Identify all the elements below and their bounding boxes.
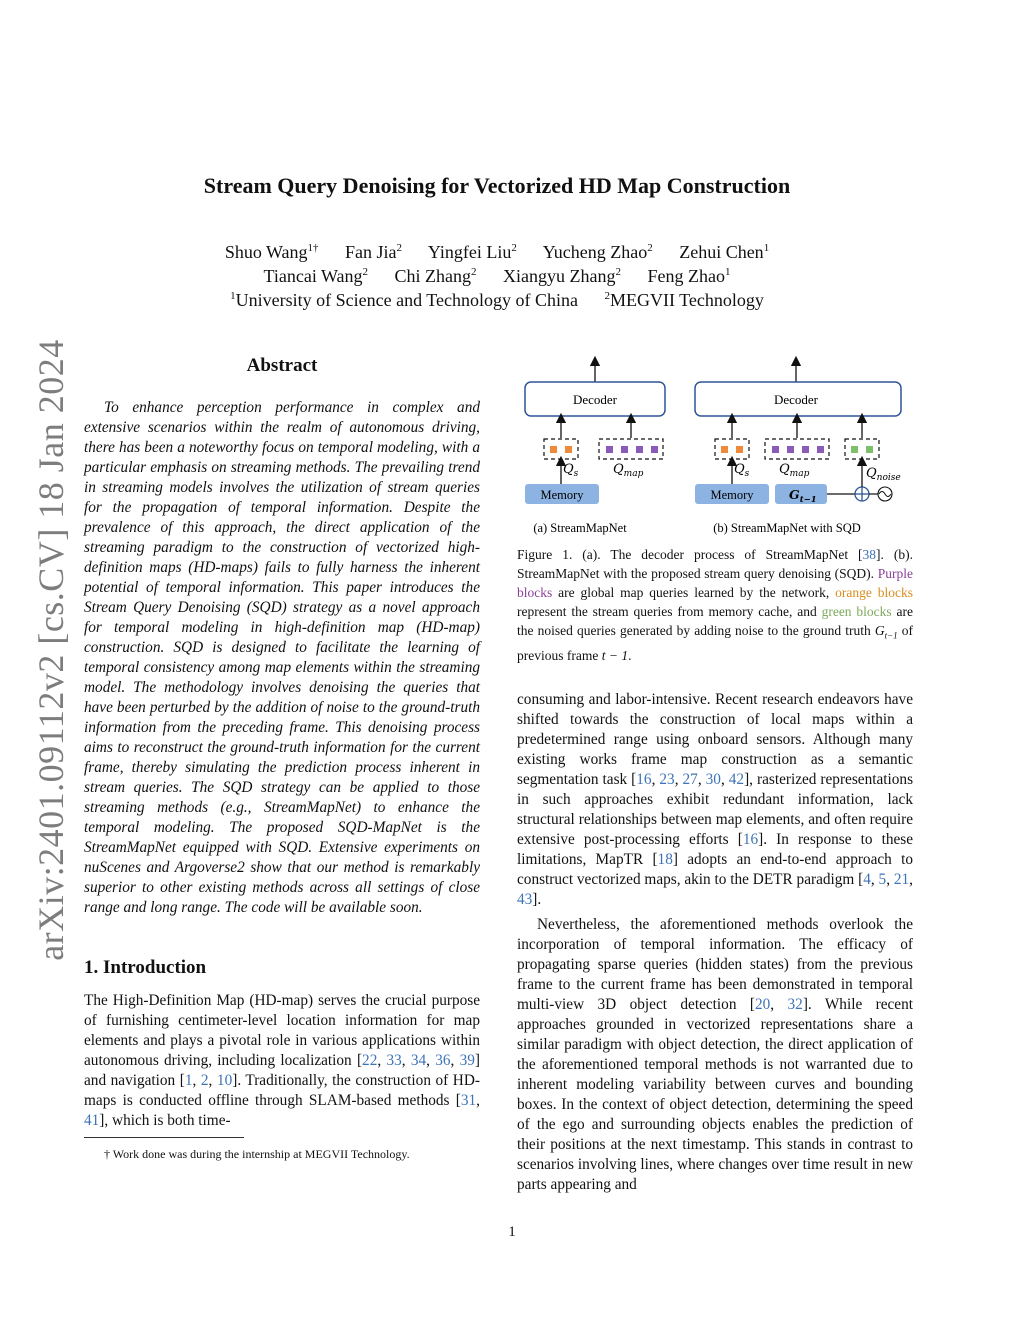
figure-diagram [517,352,917,542]
paper-title: Stream Query Denoising for Vectorized HD Map Construction [203,173,791,198]
orange-block [565,446,572,453]
author-name: Xiangyu Zhang [503,266,616,286]
footnote-rule [84,1137,244,1138]
purple-block [636,446,643,453]
citation-link[interactable]: 36 [435,1052,451,1069]
citation-link[interactable]: 32 [787,996,803,1013]
author-line-1 [80,240,914,264]
affiliation-line [80,288,914,312]
abstract-text: To enhance perception performance in complex and extensive scenarios within the realm of autonomous driving, there has been a noteworthy focus on temporal modeling, with a particular emphasis on streaming methods. The prevailing trend in streaming models involves the utilization of stream queries for the propagation of temporal information. Despite the prevalence of this approach, the direct application of the streaming paradigm to the construction of vectorized high-definition maps (HD-maps) fails to fully harness the inherent potential of temporal information. This paper introduces the Stream Query Denoising (SQD) strategy as a novel approach for temporal modeling in high-definition map (HD-map) construction. SQD is designed to facilitate the learning of temporal consistency among map elements within the streaming model. The methodology involves denoising the queries that have been perturbed by the addition of noise to the ground-truth information from the preceding frame. This denoising process aims to reconstruct the ground-truth information for the current frame, thereby simulating the prediction process inherent in stream queries. The SQD strategy can be applied to those streaming methods (e.g., StreamMapNet) to enhance the temporal modeling. The proposed SQD-MapNet is the StreamMapNet equipped with SQD. Extensive experiments on nuScenes and Argoverse2 show that our method is remarkably superior to other existing methods across all settings of close range and long range. The code will be available soon. [84,399,480,916]
affiliation-number: 1 [230,290,236,302]
citation-link[interactable]: 18 [657,851,673,868]
author-affiliation-mark: 1 [763,242,770,254]
green-block [851,446,858,453]
q-s-label: $Q_s$ [563,462,579,479]
author-name: Shuo Wang [224,242,308,262]
citation-link[interactable]: 38 [862,547,877,562]
memory-label: Memory [710,488,754,502]
q-noise-label: $Q_{noise}$ [866,466,901,483]
citation-link[interactable]: 16 [742,831,759,848]
ground-truth-label: $G_{t-1}$ [789,487,817,505]
purple-block [772,446,779,453]
figure-caption: Figure 1. (a). The decoder process of StreamMapNet [38]. (b). StreamMapNet with the proposed stream query denoising (SQD). Purple blocks are global map queries learned by the network, orange blocks represent the stream queries from memory cache, and green blocks are the noised queries generated by adding noise to the ground truth $G_{t-1}$ of previous frame t − 1. [517,547,914,663]
stream-query-box [715,439,749,459]
footnote: † Work done was during the internship at MEGVII Technology. [104,1147,410,1161]
affiliation-name: University of Science and Technology of China [235,290,578,310]
citation-link[interactable]: 2 [200,1072,209,1089]
citation-link[interactable]: 16 [636,771,652,788]
author-name: Yingfei Liu [427,242,512,262]
intro-paragraph-1: The High-Definition Map (HD-map) serves the crucial purpose of furnishing centimeter-level location information for map elements and plays a pivotal role in various applications within autonomous driving, including localization [22, 33, 34, 36, 39] and navigation [1, 2, 10]. Traditionally, the construction of HD-maps is conducted offline through SLAM-based methods [31, 41], which is both time- [84,992,481,1129]
author-affiliation-mark: 2 [511,242,517,254]
green-block [866,446,873,453]
green-blocks-text: green blocks [821,604,892,619]
citation-link[interactable]: 33 [386,1052,402,1069]
author-affiliation-mark: 2 [647,242,653,254]
author-name: Zehui Chen [679,242,764,262]
author-block [80,240,914,312]
purple-block [606,446,613,453]
citation-link[interactable]: 4 [863,871,871,888]
intro-paragraph-1-continued: consuming and labor-intensive. Recent research endeavors have shifted towards the construction of local maps within a predetermined range using onboard sensors. Although many existing works frame map construction as a semantic segmentation task [16, 23, 27, 30, 42], rasterized representations in such approaches exhibit redundant information, lack structural relationships between map elements, and often require extensive post-processing efforts [16]. In response to these limitations, MapTR [18] adopts an end-to-end approach to construct vectorized maps, akin to the DETR paradigm [4, 5, 21, 43]. [517,691,914,908]
author-affiliation-mark: 2 [615,266,622,278]
purple-block [817,446,824,453]
orange-block [721,446,728,453]
author-affiliation-mark: 2 [362,266,369,278]
author-affiliation-mark: 2 [396,242,403,254]
decoder-label: Decoder [773,392,819,407]
citation-link[interactable]: 31 [460,1092,477,1109]
purple-blocks-text: Purple blocks [517,566,913,600]
citation-link[interactable]: 23 [659,771,675,788]
noise-query-box [845,439,879,459]
citation-link[interactable]: 27 [682,771,698,788]
citation-link[interactable]: 1 [184,1072,193,1089]
figure-1 [517,352,917,542]
q-map-label: $Q_{map}$ [779,462,810,479]
stream-query-box [544,439,578,459]
citation-link[interactable]: 5 [878,871,887,888]
intro-paragraph-2: Nevertheless, the aforementioned methods overlook the incorporation of temporal information. The efficacy of propagating sparse queries (hidden states) from the previous frame to the current frame has been demonstrated in temporal multi-view 3D object detection [20, 32]. While recent approaches grounded in vectorized representations share a similar paradigm with object detection, the direct application of the aforementioned temporal methods is not warranted due to inherent modeling variability between curves and bounding boxes. In the context of object detection, determining the speed of the ego and surrounding objects enables the prediction of their positions at the next timestamp. This stands in contrast to scenarios involving lines, where changes over time result in new parts appearing and [517,916,914,1193]
orange-block [736,446,743,453]
affiliation-number: 2 [604,290,610,302]
page-number: 1 [508,1224,516,1240]
purple-block [802,446,809,453]
author-name: Tiancai Wang [263,266,363,286]
subcaption-b: (b) StreamMapNet with SQD [713,521,861,535]
left-column [84,355,480,1162]
author-name: Chi Zhang [394,266,472,286]
abstract-heading: Abstract [246,355,318,376]
citation-link[interactable]: 30 [705,771,721,788]
subcaption-a: (a) StreamMapNet [533,521,627,535]
author-name: Fan Jia [345,242,397,262]
orange-blocks-text: orange blocks [835,585,913,600]
author-affiliation-mark: 2 [471,266,477,278]
intro-heading: 1. Introduction [84,957,207,978]
author-line-2 [80,264,914,288]
q-s-label: $Q_s$ [734,462,750,479]
arxiv-watermark [30,339,72,961]
author-name: Yucheng Zhao [542,242,648,262]
author-affiliation-mark: 1 [725,266,731,278]
purple-block [621,446,628,453]
citation-link[interactable]: 10 [216,1072,233,1089]
citation-link[interactable]: 41 [84,1112,100,1129]
affiliation-name: MEGVII Technology [609,290,764,310]
memory-label: Memory [540,488,584,502]
right-column [517,690,913,1195]
citation-link[interactable]: 22 [362,1052,378,1069]
q-map-label: $Q_{map}$ [613,462,644,479]
decoder-label: Decoder [572,392,618,407]
arxiv-id: arXiv:2401.09112v2 [cs.CV] 18 Jan 2024 [31,339,72,961]
orange-block [550,446,557,453]
citation-link[interactable]: 43 [517,891,533,908]
author-affiliation-mark: 1† [307,242,319,254]
citation-link[interactable]: 20 [754,996,771,1013]
citation-link[interactable]: 34 [410,1052,427,1069]
author-name: Feng Zhao [647,266,725,286]
purple-block [651,446,658,453]
citation-link[interactable]: 21 [893,871,910,888]
citation-link[interactable]: 39 [459,1052,475,1069]
purple-block [787,446,794,453]
citation-link[interactable]: 42 [728,771,745,788]
